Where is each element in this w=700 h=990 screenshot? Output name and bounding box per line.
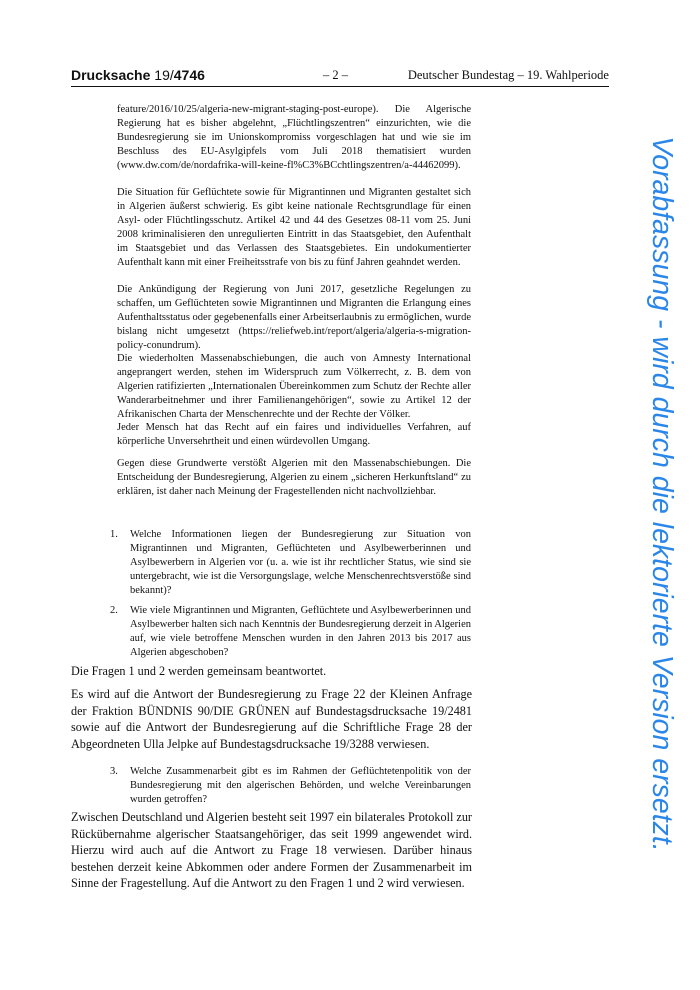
draft-notice-text: Vorabfassung - wird durch die lektorierte Version ersetzt.	[646, 136, 678, 852]
question-number: 2.	[110, 605, 118, 616]
document-label: Drucksache	[71, 67, 151, 83]
intro-paragraph: Die wiederholten Massenabschiebungen, die auch von Amnesty International angeprangert werden, stehen im Widerspruch zum Völkerrecht, z. B. dem von Algerien ratifizierten „Internationalen Übereinkommen zum Schutz der Rechte aller Wanderarbeitnehmer und ihrer Familienangehörigen“, sowie zu Artikel 12 der Afrikanischen Charta der Menschenrechte und der Rechte der Völker.	[117, 353, 471, 420]
intro-paragraph: feature/2016/10/25/algeria-new-migrant-staging-post-europe). Die Algerische Regierung hat es bisher abgelehnt, „Flüchtlingszentren“ einzurichten, wie die Bundesregierung sie im Unionskompromiss vorgeschlagen hat und wie sie im Beschluss des EU-Asylgipfels vom Juli 2018 thematisiert wurden (www.dw.com/de/nordafrika-will-keine-fl%C3%BCchtlingszentren/a-44462099).	[117, 104, 471, 171]
intro-paragraph: Die Ankündigung der Regierung von Juni 2017, gesetzliche Regelungen zu schaffen, um Geflüchteten sowie Migrantinnen und Migranten die Erlangung eines Aufenthaltsstatus oder gegebenenfalls einer Arbeitserlaubnis zu ermöglichen, wurde bislang nicht umgesetzt (https://reliefweb.int/report/algeria/algeria-s-migration-policy-conundrum).	[117, 284, 471, 351]
publisher: Deutscher Bundestag – 19. Wahlperiode	[407, 68, 609, 82]
question-text: Welche Informationen liegen der Bundesregierung zur Situation von Migrantinnen und Migranten, Geflüchteten und Asylbewerberinnen und Asylbewerbern in Algerien vor (u. a. wie ist ihr rechtlicher Status, wie sind sie untergebracht, wie ist die Versorgungslage, welche Menschenrechtsverstöße sind bekannt)?	[130, 529, 471, 596]
question-text: Welche Zusammenarbeit gibt es im Rahmen der Geflüchtetenpolitik von der Bundesregierung mit den algerischen Behörden, und welche Vereinbarungen wurden getroffen?	[130, 766, 471, 805]
intro-paragraph: Jeder Mensch hat das Recht auf ein faires und individuelles Verfahren, auf körperliche Unversehrtheit und einen würdevollen Umgang.	[117, 422, 471, 447]
page-header	[71, 66, 609, 88]
document-number	[71, 66, 205, 84]
document-id: 4746	[173, 67, 205, 83]
answer-text: Es wird auf die Antwort der Bundesregierung zu Frage 22 der Kleinen Anfrage der Fraktion BÜNDNIS 90/DIE GRÜNEN auf Bundestagsdrucksache 19/2481 sowie auf die Antwort der Bundesregierung auf die Schriftliche Frage 28 der Abgeordneten Ulla Jelpke auf Bundestagsdrucksache 19/3288 verwiesen.	[71, 687, 472, 751]
answer-text: Zwischen Deutschland und Algerien besteht seit 1997 ein bilaterales Protokoll zur Rückübernahme algerischer Staatsangehöriger, das seit 1999 angewendet wird. Hierzu wird auch auf die Antwort zu Frage 18 verwiesen. Darüber hinaus bestehen derzeit keine Abkommen oder andere Formen der Zusammenarbeit im Sinne der Fragestellung. Auf die Antwort zu den Fragen 1 und 2 wird verwiesen.	[71, 810, 472, 890]
document-period: 19/	[154, 67, 174, 83]
question-number: 3.	[110, 766, 118, 777]
intro-paragraph: Gegen diese Grundwerte verstößt Algerien mit den Massenabschiebungen. Die Entscheidung der Bundesregierung, Algerien zu einem „sicheren Herkunftsland“ zu erklären, ist daher nach Meinung der Fragestellenden nicht nachvollziehbar.	[117, 458, 471, 497]
question-text: Wie viele Migrantinnen und Migranten, Geflüchtete und Asylbewerberinnen und Asylbewerber halten sich nach Kenntnis der Bundesregierung derzeit in Algerien auf, wie viele betroffene Menschen wurden in den Jahren 2013 bis 2017 aus Algerien abgeschoben?	[130, 605, 471, 658]
header-rule	[71, 86, 609, 87]
answer-intro: Die Fragen 1 und 2 werden gemeinsam beantwortet.	[71, 664, 327, 678]
question-number: 1.	[110, 529, 118, 540]
page-number: – 2 –	[323, 68, 348, 82]
document-number-value	[154, 67, 205, 83]
intro-paragraph: Die Situation für Geflüchtete sowie für Migrantinnen und Migranten gestaltet sich in Algerien äußerst schwierig. Es gibt keine nationale Rechtsgrundlage für einen Asyl- oder Flüchtlingsschutz. Artikel 42 und 44 des Gesetzes 08-11 vom 25. Juni 2008 kriminalisieren den unregulierten Eintritt in das Staatsgebiet, den Aufenthalt im Staatsgebiet und das Verlassen des Staatsgebietes. Ein undokumentierter Aufenthalt kann mit einer Freiheitsstrafe von bis zu fünf Jahren geahndet werden.	[117, 187, 471, 268]
